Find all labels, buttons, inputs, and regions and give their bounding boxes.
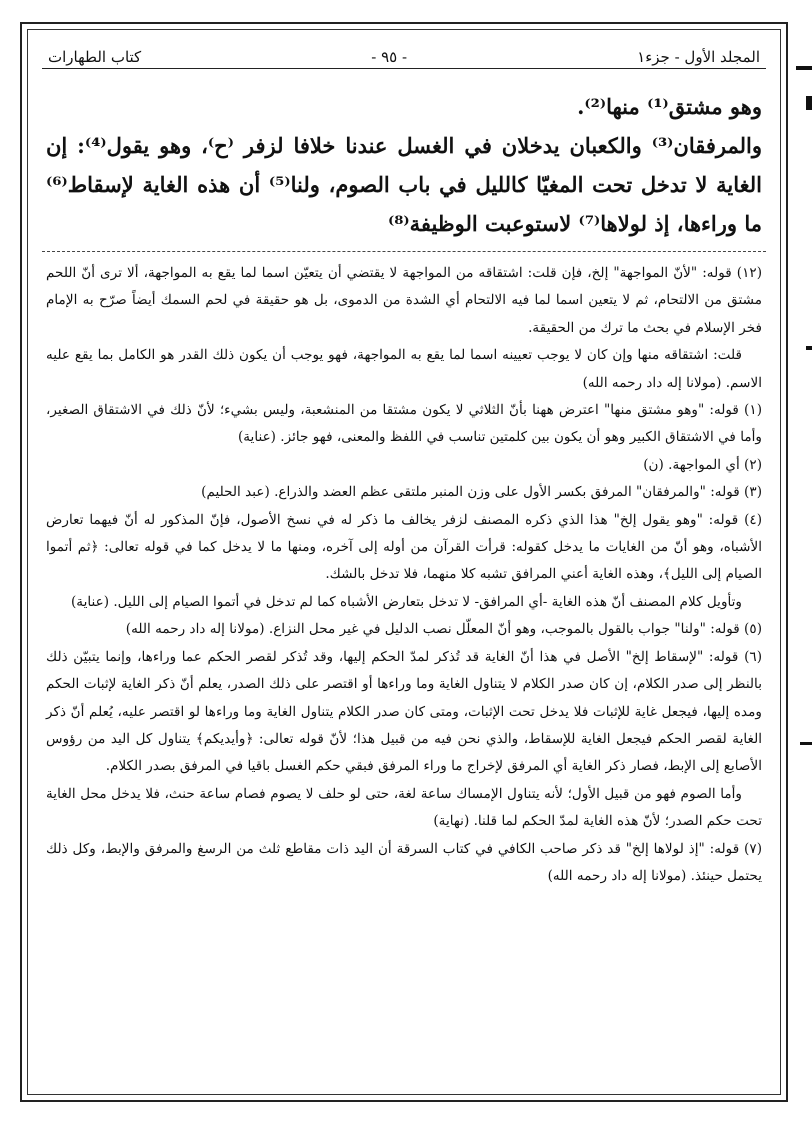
main-paragraph-2: والمرفقان⁽³⁾ والكعبان يدخلان في الغسل عندنا خلافا لزفر ⁽ح⁾، وهو يقول⁽⁴⁾: إن الغاية لا تدخل تحت المغيّا كالليل في باب الصوم، ولنا⁽⁵⁾ أن هذه الغاية لإسقاط⁽⁶⁾ ما وراءها، إذ لولاها⁽⁷⁾ لاستوعبت الوظيفة⁽⁸⁾	[46, 133, 763, 236]
footnote: (٣) قوله: "والمرفقان" المرفق بكسر الأول على وزن المنبر ملتقى عظم العضد والذراع. (عبد الحليم)	[201, 484, 762, 501]
footnote: قلت: اشتقاقه منها وإن كان لا يوجب تعيينه اسما لما يقع به المواجهة، فهو يوجب أن يكون ذلك القدر هو الكامل بما يقع عليه الاسم. (مولانا إله داد رحمه الله)	[46, 347, 762, 391]
footnote: (١٢) قوله: "لأنّ المواجهة" إلخ، فإن قلت: اشتقاقه من المواجهة لا يقتضي أن يتعيّن اسما لما يقع به المواجهة، ألا ترى أنّ اللحم مشتق من الالتحام، ثم لا يتعين اسما لما فيه الالتحام أي الشدة من الدموى، بل هو حقيقة في لحم السمك أيضاً صرّح به الإمام فخر الإسلام في بحث ما ترك من الحقيقة.	[46, 265, 762, 336]
book-section-title: كتاب الطهارات	[48, 48, 142, 66]
footnote: وتأويل كلام المصنف أنّ هذه الغاية -أي المرافق- لا تدخل بتعارض الأشباه كما لم تدخل في أتموا الصيام إلى الليل. (عناية)	[70, 593, 742, 610]
scan-mark-top-right-2	[806, 96, 812, 110]
main-line-1: وهو مشتق⁽¹⁾ منها⁽²⁾.	[577, 94, 762, 119]
footnote: (٢) أي المواجهة. (ن)	[643, 456, 762, 473]
footnote: وأما الصوم فهو من قبيل الأول؛ لأنه يتناول الإمساك ساعة لغة، حتى لو حلف لا يصوم فصام ساعة حنث، فلا يدخل محل الغاية تحت حكم الصدر؛ لأنّ هذه الغاية لمدّ الحكم لما قلنا. (نهاية)	[46, 785, 762, 830]
footnote: (٦) قوله: "لإسقاط إلخ" الأصل في هذا أنّ الغاية قد تُذكر لمدّ الحكم إليها، وقد تُذكر لقصر الحكم عما وراءها، وإنما يتبيّن ذلك بالنظر إلى صدر الكلام، إن كان صدر الكلام لا يتناول الغاية وما وراءها أو اقتصر على ذلك الصدر، يعلم أنّ ذكر الغاية لإثبات الحكم ومده إليها، فيجعل غاية للإثبات فلا يدخل تحت الإثبات، ومتى كان صدر الكلام يتناول الغاية وما وراءها لو اقتصر عليه، يُعلم أنّ ذكر الغاية لقصر الحكم فيجعل الغاية للإسقاط، والذي نحن فيه من قبيل هذا؛ لأنّ قوله تعالى: ﴿وأيديكم﴾ يتناول كل اليد من رؤوس الأصابع إلى الإبط، فصار ذكر الغاية أي المرفق لإخراج ما وراء المرفق فبقي حكم الغسل باقيا في المرفق بصدر الكلام.	[46, 648, 762, 775]
main-text	[42, 87, 766, 243]
footnote: (٤) قوله: "وهو يقول إلخ" هذا الذي ذكره المصنف لزفر يخالف ما ذكر له في نسخ الأصول، فإنّ المذكور له أنّ فيهما تعارض الأشباه، وهو أنّ من الغايات ما يدخل كقوله: قرأت القرآن من أوله إلى آخره، ومنها ما لا يدخل كما في قوله تعالى: ﴿ثم أتموا الصيام إلى الليل﴾، وهذه الغاية أعني المرافق تشبه كلا منهما، فلا تدخل بالشك.	[46, 511, 762, 583]
page-content	[42, 40, 766, 1080]
footnote: (٥) قوله: "ولنا" جواب بالقول بالموجب، وهو أنّ المعلّل نصب الدليل في غير محل النزاع. (مولانا إله داد رحمه الله)	[125, 621, 762, 638]
footnote: (١) قوله: "وهو مشتق منها" اعترض ههنا بأنّ الثلاثي لا يكون مشتقا من المنشعبة، وليس بشيء؛ لأنّ ذلك في الاشتقاق الصغير، وأما في الاشتقاق الكبير وهو أن يكون بين كلمتين تناسب في اللفظ والمعنى، فهو جائز. (عناية)	[46, 402, 762, 446]
footnote: (٧) قوله: "إذ لولاها إلخ" قد ذكر صاحب الكافي في كتاب السرقة أن اليد ذات مقاطع ثلث من الرسغ والمرفق والإبط، وكل ذلك يحتمل حينئذ. (مولانا إله داد رحمه الله)	[46, 840, 762, 884]
header-rule	[42, 68, 766, 69]
footnotes	[42, 260, 766, 890]
footnote-separator	[42, 251, 766, 252]
scan-mark-lower-right	[800, 742, 812, 745]
volume-label: المجلد الأول - جزء١	[637, 48, 760, 66]
scan-mark-mid-right	[806, 346, 812, 350]
page-header	[42, 40, 766, 66]
scan-mark-top-right	[796, 66, 812, 70]
page-number: - ٩٥ -	[371, 48, 408, 66]
